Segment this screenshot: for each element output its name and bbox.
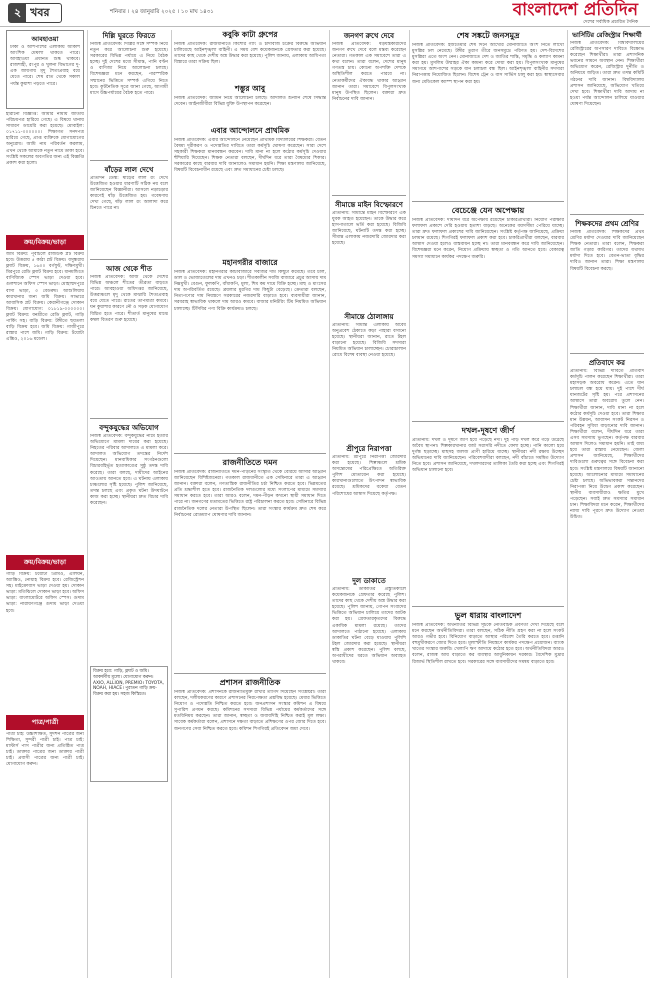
headline-bhul: ভুল ধারায় বাংলাদেশ: [454, 610, 522, 620]
logo-text: বাংলাদেশ প্রতিদিন: [512, 0, 638, 20]
headline-asaj: এবার আন্দোলনে প্রাথমিক: [210, 126, 290, 135]
classified-header-3: পাত্র/পাত্রী: [6, 715, 84, 730]
column-rule: [409, 30, 410, 978]
article-mahanagar: নিজস্ব প্রতিবেদক: মহানগরীর কাঁচাবাজারে সবজির দাম কিছুটা কমেছে। তবে চাল, ডাল ও ভোজ্যতেলের দাম এখনও চড়া। শীতকালীন সবজি বাজারে প্রচুর আসায় দাম নিম্নমুখী। বেগুন, ফুলকপি, বাঁধাকপি, মুলা, শিম কম দামে বিক্রি হচ্ছে। মাছ ও মাংসের দাম অপরিবর্তিত রয়েছে। ব্রয়লার মুরগির দাম কিছুটা বেড়েছে। ক্রেতারা বলছেন, নিত্যপণ্যের দাম নিয়ন্ত্রণে সরকারের নজরদারি বাড়াতে হবে। ব্যবসায়ীরা জানান, সরবরাহ স্বাভাবিক থাকলে দাম আরও কমবে। বাজার মনিটরিং টিম নিয়মিত অভিযান চালাচ্ছে। টিসিবির পণ্য বিক্রি কার্যক্রমও চলছে।: [174, 270, 326, 312]
headline-university: ভার্সিটির রেজিস্ট্রার শিক্ষার্থী: [572, 31, 642, 39]
notices-text: হারানো বিজ্ঞপ্তি: আমার নামীয় জাতীয় পরিচয়পত্র হারিয়ে গেছে। এ বিষয়ে থানায় সাধারণ ডায়েরি করা হয়েছে। মোবাইল: ০১৭১১-০০০০০০। শিক্ষাগত সনদপত্র হারিয়ে গেছে, প্রাপ্ত ব্যক্তিকে যোগাযোগের অনুরোধ। আমি নাম পরিবর্তন করলাম, এখন থেকে আমাকে নতুন নামে ডাকা হবে। সংশ্লিষ্ট সকলের অবগতির জন্য এই বিজ্ঞপ্তি প্রকাশ করা হলো।: [6, 112, 84, 166]
article-today-cold: নিজস্ব প্রতিবেদক: আজ থেকে দেশের বিভিন্ন অঞ্চলে শীতের তীব্রতা বাড়তে পারে। আবহাওয়া অধিদপ্তর জানিয়েছে, উত্তরাঞ্চলে মৃদু থেকে মাঝারি শৈত্যপ্রবাহ বয়ে যেতে পারে। রাতের তাপমাত্রা কমবে। ঘন কুয়াশার কারণে নৌ ও সড়ক যোগাযোগ বিঘ্নিত হতে পারে। শীতার্ত মানুষের মাঝে কম্বল বিতরণ শুরু হয়েছে।: [90, 275, 168, 323]
brand-logo: [488, 1, 638, 25]
classified-header-1: ক্রয়/বিক্রয়/ভাড়া: [6, 235, 84, 250]
headline-jonogon: জনগণ রুখে দেবে: [343, 31, 395, 40]
article-kobuki: নিজস্ব প্রতিবেদক: রাজধানীতে কিশোর গ্যাং ও চাঁদাবাজ চক্রের বিরুদ্ধে অভিযান চালিয়েছে আইনশৃঙ্খলা বাহিনী। এ সময় বেশ কয়েকজনকে গ্রেফতার করা হয়েছে। তাদের কাছ থেকে দেশীয় অস্ত্র উদ্ধার করা হয়েছে। পুলিশ জানায়, এলাকায় আধিপত্য বিস্তারে তারা সক্রিয় ছিল।: [174, 42, 326, 66]
headline-gunfight: বন্দুকযুদ্ধের অভিযোগ: [99, 423, 159, 432]
article-bhul: নিজস্ব প্রতিবেদক: অর্থনীতির বিভিন্ন সূচকে নেতিবাচক প্রবণতা দেখা দিয়েছে বলে মনে করছেন অর্থনীতিবিদরা। তারা বলছেন, সঠিক নীতি গ্রহণ করা না হলে সংকট আরও গভীর হবে। বিনিয়োগ বাড়াতে আস্থার পরিবেশ তৈরি করতে হবে। রপ্তানি বহুমুখীকরণে জোর দিতে হবে। মূল্যস্ফীতি নিয়ন্ত্রণে কার্যকর পদক্ষেপ প্রয়োজন। ব্যাংক খাতের সংস্কার জরুরি। খেলাপি ঋণ আদায়ে কঠোর হতে হবে। অর্থনীতিবিদরা আরও বলেন, রাজস্ব আয় বাড়াতে কর ব্যবস্থার আধুনিকায়ন দরকার। বৈদেশিক মুদ্রার রিজার্ভ স্থিতিশীল রাখতে হবে। সরকারের সঙ্গে ব্যবসায়ীদের সমন্বয় বাড়াতে হবে।: [412, 623, 564, 665]
weather-box: [6, 30, 84, 109]
headline-simanto2: সীমান্তে ঠোলাঙ্গায়: [344, 312, 394, 321]
article-bull: প্রতিদিন ডেস্ক: ষাঁড়ের লাল রং দেখে উত্তেজিত হওয়ার ধারণাটি সঠিক নয় বলে জানিয়েছেন বিজ্ঞানীরা। আসলে নড়াচড়ার কারণেই ষাঁড় উত্তেজিত হয়। গবেষণায় দেখা গেছে, ষাঁড় লাল রং আলাদা করে চিনতে পারে না।: [90, 176, 168, 212]
weather-title: আবহাওয়া: [31, 35, 59, 43]
headline-sheshsangkat: শেষ সঙ্কটে জনসমুদ্র: [456, 30, 520, 40]
article-teacher: নিজস্ব প্রতিবেদক: শিক্ষকদের প্রথম শ্রেণির মর্যাদা দেওয়ার দাবি জানিয়েছেন শিক্ষক নেতারা। তারা বলেন, শিক্ষকরা জাতি গড়ার কারিগর। তাদের যথাযথ মর্যাদা দিতে হবে। বেতন-ভাতা বৃদ্ধির দাবিও জানান তারা। শিক্ষা মন্ত্রণালয় বিষয়টি বিবেচনা করছে।: [570, 230, 644, 272]
headline-kobuki: কবুকি কাটা গ্রুপের: [222, 30, 278, 39]
page-badge: [8, 3, 62, 23]
column-2: [90, 30, 168, 978]
logo-tagline: দেশের সর্বাধিক প্রচারিত দৈনিক: [583, 20, 638, 25]
column-rule: [171, 30, 172, 978]
headline-rate: দুল ডাকাতে: [352, 576, 386, 585]
article-students: প্রতিনিধি: বিভিন্ন দাবিতে প্রতিবাদ কর্মসূচি পালন করেছেন শিক্ষার্থীরা। তারা মহাসড়ক অবরোধ করেন। এতে যান চলাচল বন্ধ হয়ে যায়। দুই পাশে দীর্ঘ যানজটের সৃষ্টি হয়। পরে প্রশাসনের আশ্বাসে তারা অবরোধ তুলে নেন। শিক্ষার্থীরা জানান, দাবি মানা না হলে কঠোর কর্মসূচি দেওয়া হবে। তারা শিক্ষার মান উন্নয়ন, আবাসন সংকট নিরসন ও পরিবহন সুবিধা বাড়ানোর দাবি জানান। শিক্ষার্থীরা বলেন, দীর্ঘদিন ধরে তারা এসব সমস্যায় ভুগছেন। কর্তৃপক্ষ বারবার আশ্বাস দিলেও সমাধান হয়নি। তাই বাধ্য হয়ে তারা রাস্তায় নেমেছেন। জেলা প্রশাসন জানিয়েছে, শিক্ষার্থীদের দাবিগুলো গুরুত্বের সঙ্গে বিবেচনা করা হবে। সংশ্লিষ্ট মন্ত্রণালয়ে বিষয়টি জানানো হয়েছে। আলোচনার মাধ্যমে সমাধানের চেষ্টা চলছে। অভিভাবকরা সন্তানদের নিরাপত্তা নিয়ে উদ্বেগ প্রকাশ করেছেন। স্থানীয় ব্যবসায়ীরাও ক্ষতির মুখে পড়েছেন। সবাই দ্রুত সমস্যার সমাধান চান। শিক্ষাবিদরা মনে করেন, শিক্ষার্থীদের ন্যায্য দাবি পূরণে দ্রুত উদ্যোগ নেওয়া উচিত।: [570, 369, 644, 521]
column-8: [570, 30, 644, 978]
article-simanto: প্রতিনিধি: সীমান্তে মাইন বিস্ফোরণে এক যুবক আহত হয়েছেন। তাকে উদ্ধার করে হাসপাতালে ভর্তি করা হয়েছে। বিজিবি জানিয়েছে, ঘটনাটি তদন্ত করা হচ্ছে। সীমান্ত এলাকায় নজরদারি জোরদার করা হয়েছে।: [332, 211, 406, 247]
article-asaj: নিজস্ব প্রতিবেদক: এবার আন্দোলনে নেমেছেন প্রাথমিক বিদ্যালয়ের শিক্ষকরা। বেতন বৈষম্য দূরীকরণ ও পদোন্নতির দাবিতে তারা কর্মসূচি ঘোষণা করেছেন। সারা দেশে সহকারী শিক্ষকরা মানববন্ধন করবেন। দাবি মানা না হলে কঠোর কর্মসূচি দেওয়ার হুঁশিয়ারি দিয়েছেন। শিক্ষক নেতারা বলছেন, দীর্ঘদিন ধরে তারা বৈষম্যের শিকার। সরকারের কাছে বারবার দাবি জানালেও সমাধান হয়নি। শিক্ষা মন্ত্রণালয় জানিয়েছে, বিষয়টি বিবেচনাধীন রয়েছে এবং দ্রুত সমাধানের চেষ্টা চলছে।: [174, 138, 326, 174]
article-university: নিজস্ব প্রতিবেদক: বিশ্ববিদ্যালয়ের রেজিস্ট্রারের অপসারণ দাবিতে বিক্ষোভ করেছেন শিক্ষার্থীরা। তারা প্রশাসনিক ভবনের সামনে অবস্থান নেন। শিক্ষার্থীরা অভিযোগ করেন, রেজিস্ট্রার দুর্নীতি ও অনিয়মে জড়িত। তারা দ্রুত তদন্ত কমিটি গঠনের দাবি জানান। বিশ্ববিদ্যালয় প্রশাসন জানিয়েছে, অভিযোগ খতিয়ে দেখা হবে। শিক্ষার্থীরা দাবি আদায় না হওয়া পর্যন্ত আন্দোলন চালিয়ে যাওয়ার ঘোষণা দিয়েছেন।: [570, 41, 644, 107]
article-simanto2: প্রতিনিধি: সীমান্ত এলাকায় অবৈধ অনুপ্রবেশ ঠেকাতে কড়া পাহারা বসানো হয়েছে। স্থানীয়রা জানান, রাতে টহল বাড়ানো হয়েছে। বিজিবি সদস্যরা নিয়মিত অভিযান চালাচ্ছেন। চোরাচালান রোধে বিশেষ ব্যবস্থা নেওয়া হয়েছে।: [332, 323, 406, 359]
column-rule: [567, 30, 568, 978]
headline-prodhan: প্রশাসন রাজনীতিক: [219, 677, 281, 687]
headline-shambhu: শম্ভুর আবু: [234, 84, 266, 93]
column-5: [332, 30, 406, 978]
headline-bull: ষাঁড়ের লাল দেখে: [104, 165, 154, 174]
headline-today-cold: আজ থেকে শীত: [106, 264, 152, 273]
headline-rajnitite: রাজনীতিতে দমন: [222, 457, 278, 467]
article-sheshsangkat: নিজস্ব প্রতিবেদক: ইজতেমার শেষ দিনে আখেরি মোনাজাতে অংশ নিতে লাখো মুসল্লির ঢল নেমেছে। টঙ্গীর তুরাগ তীরে জনসমুদ্রে পরিণত হয়। দেশ-বিদেশের মুসল্লিরা এতে অংশ নেন। মোনাজাতে দেশ ও জাতির শান্তি, সমৃদ্ধি ও কল্যাণ কামনা করা হয়। মুসলিম উম্মাহর ঐক্য কামনা করে দোয়া করা হয়। বিপুলসংখ্যক মানুষের সমাগমে আশপাশের সড়কে যান চলাচল বন্ধ ছিল। আইনশৃঙ্খলা বাহিনীর সদস্যরা নিরাপত্তায় নিয়োজিত ছিলেন। বিশেষ ট্রেন ও বাস সার্ভিস চালু করা হয়। স্বাস্থ্যসেবার জন্য মেডিকেল ক্যাম্প স্থাপন করা হয়।: [412, 43, 564, 85]
classified-list-2: গাড়ি বিক্রয়: টয়োটা প্রিমিও, এলিয়ন, অ্যাক্সিও, নোয়াহ বিক্রয় হবে। রেজিস্ট্রেশন সহ। মাইক্রোবাস ভাড়া দেওয়া হয়। দোকান ভাড়া: মতিঝিলে দোকান ভাড়া হবে। অফিস ভাড়া: বাংলামোটরে অফিস স্পেস। গুদাম ভাড়া: নারায়ণগঞ্জে গুদাম ভাড়া দেওয়া হবে।: [6, 572, 84, 614]
masthead: [0, 0, 650, 27]
classified-column: [6, 30, 84, 978]
headline-simanto: সীমান্তে মাইন বিস্ফোরণে: [335, 200, 403, 209]
article-delhi: নিজস্ব প্রতিবেদক: দিল্লির সঙ্গে সম্পর্ক নিয়ে নতুন করে আলোচনা শুরু হয়েছে। সরকারের বিভিন্ন পর্যায়ে এ নিয়ে বৈঠক হচ্ছে। দুই দেশের মধ্যে সীমান্ত, পানি বণ্টন ও বাণিজ্য নিয়ে আলোচনা চলছে। বিশেষজ্ঞরা মনে করছেন, পারস্পরিক সম্মানের ভিত্তিতে সম্পর্ক এগিয়ে নিতে হবে। কূটনৈতিক সূত্রে জানা গেছে, আগামী মাসে উচ্চপর্যায়ের বৈঠক হতে পারে।: [90, 42, 168, 96]
headline-mahanagar: মহানগরীর বাজারে: [222, 258, 278, 267]
classified-header-2: ক্রয়/বিক্রয়/ভাড়া: [6, 555, 84, 570]
article-gunfight: নিজস্ব প্রতিবেদক: বন্দুকযুদ্ধের নামে হত্যার অভিযোগে মামলা দায়ের করা হয়েছে। নিহতের পরিবার আদালতে এ মামলা করে। আদালত অভিযোগ তদন্তের নির্দেশ দিয়েছেন। মানবাধিকার সংগঠনগুলো বিচারবহির্ভূত হত্যাকাণ্ডের সুষ্ঠু তদন্ত দাবি করেছে। তারা বলছে, দায়ীদের আইনের আওতায় আনতে হবে। এ ঘটনায় এলাকায় চাঞ্চল্যের সৃষ্টি হয়েছে। পুলিশ জানিয়েছে, তদন্ত চলছে এবং প্রকৃত ঘটনা উদঘাটনে কাজ করা হচ্ছে। স্থানীয়রা দ্রুত বিচার দাবি করেছেন।: [90, 434, 168, 507]
weather-text: ঢাকা ও আশপাশের এলাকায় আকাশ আংশিক মেঘলা থাকতে পারে। আবহাওয়া প্রধানত শুষ্ক থাকবে। রাজশাহী, রংপুর ও খুলনা বিভাগের দু-এক জায়গায় মৃদু শৈত্যপ্রবাহ বয়ে যেতে পারে। শেষ রাত থেকে সকাল পর্যন্ত কুয়াশা পড়তে পারে।: [10, 45, 80, 87]
section-name: খবর: [30, 5, 50, 19]
column-rule: [87, 30, 88, 978]
article-jonogon: নিজস্ব প্রতিবেদক: ষড়যন্ত্রকারীদের জনগণ রুখে দেবে বলে মন্তব্য করেছেন নেতারা। গতকাল এক সমাবেশে তারা এ কথা বলেন। তারা বলেন, দেশের মানুষ গণতন্ত্র চায়। কোনো অপশক্তি দেশকে অস্থিতিশীল করতে পারবে না। নেতাকর্মীদের ঐক্যবদ্ধ থাকার আহ্বান জানান তারা। সমাবেশে বিপুলসংখ্যক মানুষ উপস্থিত ছিলেন। বক্তারা দ্রুত নির্বাচনের দাবি জানান।: [332, 42, 406, 102]
article-bachanor: নিজস্ব প্রতিবেদক: দীর্ঘদিন ধরে অপেক্ষায় রয়েছেন চাকরিপ্রার্থীরা। নিয়োগ পরীক্ষার ফলাফল প্রকাশে দেরি হওয়ায় হতাশা বাড়ছে। অনেকের বয়সসীমা পেরিয়ে যাচ্ছে। তারা দ্রুত ফলাফল প্রকাশের দাবি জানিয়েছেন। সংশ্লিষ্ট কর্তৃপক্ষ জানিয়েছে, প্রক্রিয়া চলমান রয়েছে। শিগগিরই ফলাফল প্রকাশ করা হবে। চাকরিপ্রার্থীরা বলছেন, বারবার আশ্বাস দেওয়া হলেও বাস্তবায়ন হচ্ছে না। তারা মানববন্ধন করে দাবি জানিয়েছেন। বিশেষজ্ঞরা মনে করেন, নিয়োগ প্রক্রিয়ায় স্বচ্ছতা ও গতি আনতে হবে। বেকারত্ব সমস্যা সমাধানে কার্যকর পদক্ষেপ জরুরি।: [412, 218, 564, 260]
dateline: শনিবার । ২৪ জানুয়ারি ২০২৫ । ১০ মাঘ ১৪৩১: [110, 9, 214, 15]
page-number: ২: [9, 4, 26, 22]
headline-dhumketu: দখল-দূষণে জীর্ণ: [461, 425, 515, 435]
article-dhumketu: প্রতিনিধি: দখল ও দূষণে জীর্ণ হয়ে পড়েছে নদী। দুই পাড় দখল করে গড়ে উঠেছে অবৈধ স্থাপনা। শিল্পকারখানার বর্জ্য সরাসরি নদীতে ফেলা হচ্ছে। পানি কালো হয়ে দুর্গন্ধ ছড়াচ্ছে। মাছসহ জলজ প্রাণী হারিয়ে যাচ্ছে। স্থানীয়রা নদী রক্ষায় উচ্ছেদ অভিযানের দাবি জানিয়েছেন। পরিবেশবাদীরা বলছেন, নদী বাঁচাতে সমন্বিত উদ্যোগ নিতে হবে। প্রশাসন জানিয়েছে, দখলদারদের তালিকা তৈরি করা হচ্ছে এবং শিগগিরই অভিযান চালানো হবে।: [412, 438, 564, 474]
headline-students: প্রতিবাদে কর: [588, 358, 626, 367]
column-rule: [329, 30, 330, 978]
headline-shrimpur: শ্রীপুরে নিরাপত্তা: [346, 444, 392, 453]
headline-teacher: শিক্ষকদের প্রথম শ্রেণির: [575, 219, 639, 228]
article-shambhu: নিজস্ব প্রতিবেদক: জামিন নিয়ে আলোচনা চলছে। আদালত শুনানি শেষে সিদ্ধান্ত দেবেন। আইনজীবীরা বিভিন্ন যুক্তি উপস্থাপন করেছেন।: [174, 96, 326, 108]
column-6-7: [412, 30, 564, 978]
article-shrimpur: প্রতিনিধি: শ্রীপুরে নিরাপত্তা জোরদার করা হয়েছে। শিল্পাঞ্চলে শ্রমিক অসন্তোষের পরিপ্রেক্ষিতে অতিরিক্ত পুলিশ মোতায়েন করা হয়েছে। কারখানাগুলোতে উৎপাদন স্বাভাবিক রয়েছে। শ্রমিকদের বকেয়া বেতন পরিশোধের আশ্বাস দিয়েছে কর্তৃপক্ষ।: [332, 455, 406, 497]
classified-list-3: পাত্রী চাই: উচ্চশিক্ষিত, সুদর্শন পাত্রের জন্য শিক্ষিতা, সুন্দরী পাত্রী চাই। পাত্র চাই: মাস্টার্স পাস পাত্রীর জন্য প্রতিষ্ঠিত পাত্র চাই। ডাক্তার পাত্রের জন্য ডাক্তার পাত্রী চাই। প্রবাসী পাত্রের জন্য পাত্রী চাই। যোগাযোগ করুন।: [6, 732, 84, 768]
ad-box: বিক্রয় হবে: গাড়ি, ফ্ল্যাট ও জমি। আকর্ষণীয় মূল্যে। যোগাযোগ করুন। AXIO, ALLION, PREMIO। TOYOTA, NOAH, HIACE। পুরাতন গাড়ি ক্রয়-বিক্রয় করা হয়। সহজ কিস্তিতে।: [90, 666, 168, 782]
article-rajnitite: নিজস্ব প্রতিবেদক: রাজনীতিতে দমন-পীড়নের সংস্কৃতি থেকে বেরিয়ে আসার আহ্বান জানিয়েছেন বিশিষ্টজনেরা। গতকাল রাজধানীতে এক সেমিনারে তারা এ আহ্বান জানান। বক্তারা বলেন, গণতান্ত্রিক রাজনীতির চর্চা নিশ্চিত করতে হবে। ভিন্নমতের প্রতি শ্রদ্ধাশীল হতে হবে। রাজনৈতিক দলগুলোর মধ্যে সংলাপের মাধ্যমে সমস্যার সমাধান করতে হবে। তারা আরও বলেন, দমন-পীড়ন কখনো স্থায়ী সমাধান দিতে পারে না। জনগণের মতামতের ভিত্তিতে রাষ্ট্র পরিচালনা করতে হবে। সেমিনারে বিভিন্ন রাজনৈতিক দলের নেতারা উপস্থিত ছিলেন। তারা সংস্কার কার্যক্রম দ্রুত শেষ করে নির্বাচনের রোডম্যাপ ঘোষণার দাবি জানান।: [174, 470, 326, 518]
column-3-4: [174, 30, 326, 978]
headline-bachanor: বেচেঞ্জে যেন অপেক্ষায়: [451, 205, 525, 215]
headline-delhi: দিল্লি ঘুরতে ফিরতে: [102, 31, 156, 40]
article-prodhan: নিজস্ব প্রতিবেদক: প্রশাসনকে রাজনীতিমুক্ত রাখার তাগিদ দিয়েছেন সংশ্লিষ্টরা। তারা বলছেন, দলীয়করণের কারণে প্রশাসনের নিরপেক্ষতা প্রশ্নবিদ্ধ হয়েছে। মেধার ভিত্তিতে নিয়োগ ও পদোন্নতি নিশ্চিত করতে হবে। জনপ্রশাসন সংস্কার কমিশন এ বিষয়ে সুপারিশ প্রণয়ন করছে। কমিশনের সদস্যরা বিভিন্ন পর্যায়ের কর্মকর্তাদের সঙ্গে মতবিনিময় করছেন। তারা জানান, স্বচ্ছতা ও জবাবদিহি নিশ্চিত করাই মূল লক্ষ্য। সাবেক কর্মকর্তারা বলেন, প্রশাসনে দক্ষতা বাড়াতে প্রশিক্ষণের ওপর জোর দিতে হবে। জনগণের সেবা নিশ্চিত করতে হবে। কমিশন শিগগিরই প্রতিবেদন জমা দেবে।: [174, 690, 326, 732]
classified-list-1: জমি বিক্রয়: পূর্বাচলে রাজউক প্লট বিক্রয় হবে। উত্তরায় ৫ কাঠা প্লট বিক্রয়। বসুন্ধরায় ফ্ল্যাট বিক্রয়, ১৬০০ বর্গফুট, দক্ষিণমুখী। মিরপুরে রেডি ফ্ল্যাট বিক্রয় হবে। ধানমন্ডিতে বাণিজ্যিক স্পেস ভাড়া দেওয়া হবে। গুলশানে অফিস স্পেস ভাড়া। মোহাম্মদপুরে বাসা ভাড়া, ৩ বেডরুম। আশুলিয়ায় কারখানার জন্য জমি বিক্রয়। সাভারে আবাসিক প্লট বিক্রয়। কেরানীগঞ্জে দোকান বিক্রয়। যোগাযোগ: ০১৮১৯-০০০০০০। ফ্ল্যাট বিক্রয়: বনশ্রীতে রেডি ফ্ল্যাট, গাড়ি পার্কিং সহ। বাড়ি বিক্রয়: টঙ্গীতে ছয়তলা বাড়ি বিক্রয় হবে। জমি বিক্রয়: গাজীপুরে রাস্তার পাশে জমি। গাড়ি বিক্রয়: টয়োটা এক্সিও, ২০১৬ মডেল।: [6, 252, 84, 343]
article-rate: প্রতিনিধি: ডাকাতির প্রস্তুতিকালে কয়েকজনকে গ্রেফতার করেছে পুলিশ। তাদের কাছ থেকে দেশীয় অস্ত্র উদ্ধার করা হয়েছে। পুলিশ জানায়, গোপন সংবাদের ভিত্তিতে অভিযান চালিয়ে তাদের আটক করা হয়। গ্রেফতারকৃতদের বিরুদ্ধে একাধিক মামলা রয়েছে। তাদের আদালতে পাঠানো হয়েছে। এলাকায় ডাকাতির ঘটনা বেড়ে যাওয়ায় পুলিশি টহল জোরদার করা হয়েছে। স্থানীয়রা স্বস্তি প্রকাশ করেছেন। পুলিশ বলছে, অপরাধীদের ধরতে অভিযান অব্যাহত থাকবে।: [332, 587, 406, 666]
